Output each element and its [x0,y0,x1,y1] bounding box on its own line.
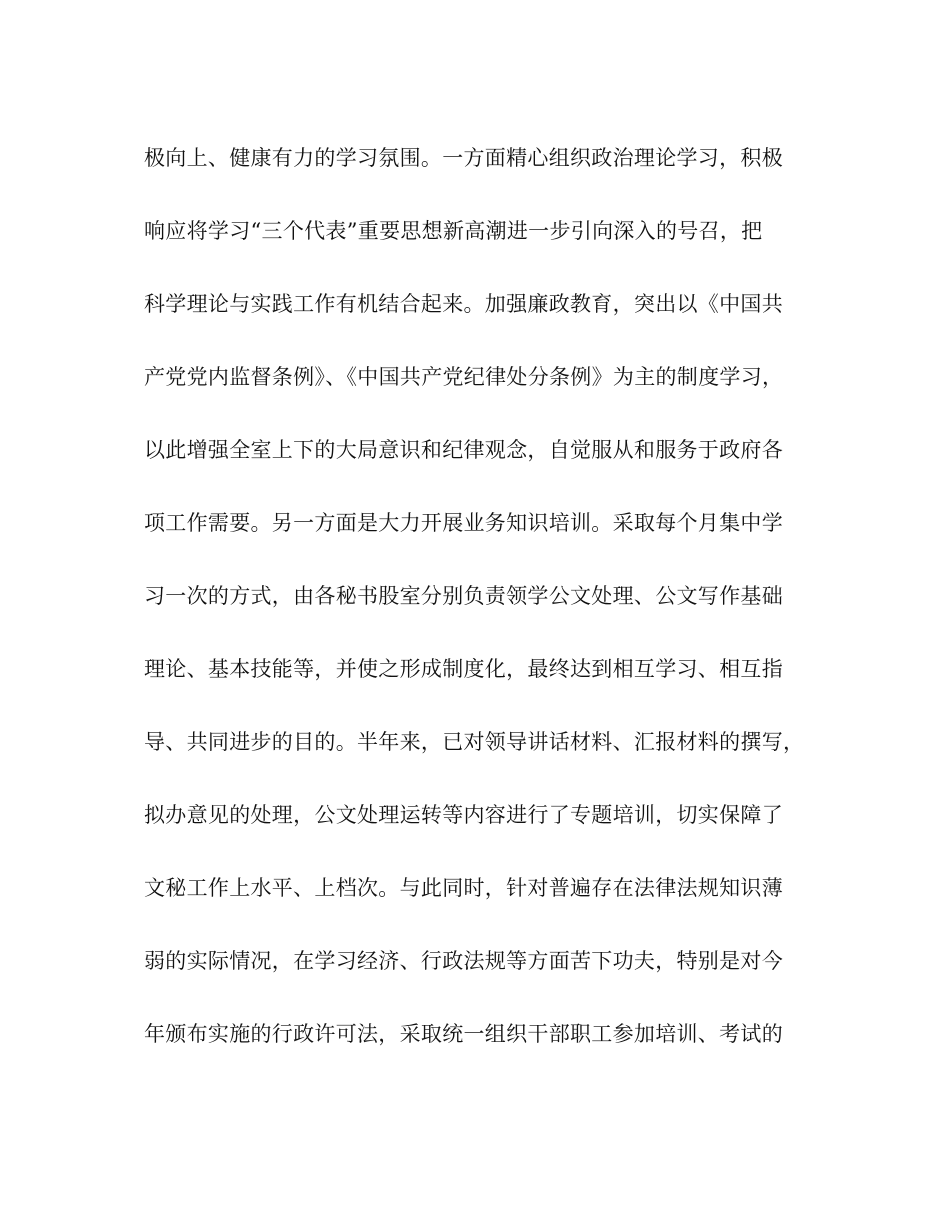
text-line: 导、共同进步的目的。半年来，已对领导讲话材料、汇报材料的撰写， [144,730,805,754]
text-line: 弱的实际情况，在学习经济、行政法规等方面苦下功夫，特别是对今 [144,949,783,973]
text-line: 科学理论与实践工作有机结合起来。加强廉政教育，突出以《中国共 [144,292,783,316]
text-line: 拟办意见的处理，公文处理运转等内容进行了专题培训，切实保障了 [144,803,783,827]
text-line: 响应将学习“三个代表”重要思想新高潮进一步引向深入的号召，把 [144,219,763,243]
text-line: 产党党内监督条例》、《中国共产党纪律处分条例》为主的制度学习， [144,365,784,389]
text-line: 极向上、健康有力的学习氛围。一方面精心组织政治理论学习，积极 [144,146,783,170]
text-line: 理论、基本技能等，并使之形成制度化，最终达到相互学习、相互指 [144,657,783,681]
text-line: 习一次的方式，由各秘书股室分别负责领学公文处理、公文写作基础 [144,584,783,608]
text-line: 项工作需要。另一方面是大力开展业务知识培训。采取每个月集中学 [144,511,783,535]
text-line: 年颁布实施的行政许可法，采取统一组织干部职工参加培训、考试的 [144,1022,783,1046]
text-line: 以此增强全室上下的大局意识和纪律观念，自觉服从和服务于政府各 [144,438,783,462]
text-line: 文秘工作上水平、上档次。与此同时，针对普遍存在法律法规知识薄 [144,876,783,900]
body-text [144,139,814,1088]
